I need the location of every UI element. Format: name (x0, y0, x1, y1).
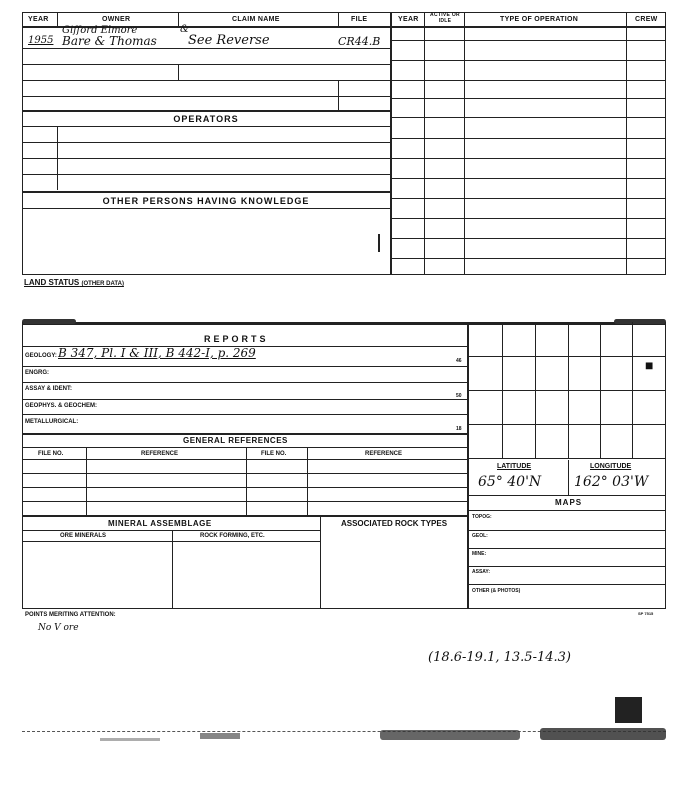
margin-number: 46 (456, 358, 462, 364)
latitude-value: 65° 40'N (478, 474, 542, 490)
corner-mark: ■ (645, 357, 654, 373)
rule (22, 608, 666, 609)
rule (22, 541, 320, 542)
rule (22, 64, 390, 65)
assay-label: ASSAY & IDENT: (25, 386, 73, 392)
metallurgical-label: METALLURGICAL: (25, 419, 79, 425)
maps-geol: GEOL: (472, 533, 488, 539)
maps-assay: ASSAY: (472, 569, 491, 575)
rule (22, 126, 390, 127)
rule (22, 487, 467, 488)
rule (22, 501, 467, 502)
rule (86, 447, 87, 515)
reports-title: REPORTS (204, 334, 269, 344)
rule (665, 322, 666, 608)
rule (22, 191, 390, 193)
rule (22, 530, 320, 531)
maps-other: OTHER (& PHOTOS) (472, 588, 521, 594)
scan-smudge (100, 738, 160, 741)
rule (338, 12, 339, 26)
rule (391, 60, 665, 61)
header-owner: OWNER (102, 16, 131, 23)
rule (22, 473, 467, 474)
rule (22, 274, 666, 275)
other-persons-label: OTHER PERSONS HAVING KNOWLEDGE (102, 196, 310, 206)
rule (57, 12, 58, 26)
geophys-label: GEOPHYS. & GEOCHEM: (25, 403, 98, 409)
entry-year: 1955 (28, 35, 54, 46)
owner-mark: & (180, 24, 189, 35)
rule (22, 414, 467, 415)
gr-header-reference: REFERENCE (141, 451, 179, 457)
rule (391, 238, 665, 239)
rule (378, 234, 380, 252)
header-active-or-idle: ACTIVE OR IDLE (430, 12, 460, 24)
land-status-bold: LAND STATUS (24, 278, 80, 287)
header-crew: CREW (635, 16, 658, 23)
scan-smudge (200, 733, 240, 739)
associated-rock-types-label: ASSOCIATED ROCK TYPES (340, 519, 448, 528)
rule (172, 530, 173, 608)
maps-topog: TOPOG: (472, 514, 492, 520)
rule (391, 40, 665, 41)
header-type-of-operation: TYPE OF OPERATION (500, 16, 579, 23)
rule (22, 447, 467, 448)
rule (468, 390, 665, 391)
rule (391, 98, 665, 99)
margin-number: 18 (456, 426, 462, 432)
rule (464, 12, 465, 275)
rule (390, 12, 392, 275)
rule (22, 208, 390, 209)
gr-header-file-no-2: FILE NO. (261, 451, 287, 457)
rule (391, 138, 665, 139)
rule (391, 178, 665, 179)
rule (22, 12, 23, 275)
scan-smudge (380, 730, 520, 740)
rule (391, 80, 665, 81)
coordinates-note: (18.6-19.1, 13.5-14.3) (428, 650, 571, 665)
form-code: SP 7515 (638, 611, 654, 616)
rule (57, 126, 58, 190)
rule (22, 399, 467, 400)
rule (22, 366, 467, 367)
geology-label: GEOLOGY: (25, 353, 57, 359)
rule (22, 515, 467, 517)
rule (468, 530, 665, 531)
rule (468, 584, 665, 585)
general-references-title: GENERAL REFERENCES (183, 436, 288, 445)
rule (246, 447, 247, 515)
rule (22, 110, 390, 112)
rule (22, 322, 23, 608)
owner-line1: Gifford Elmore (62, 25, 138, 36)
maps-mine: MINE: (472, 551, 487, 557)
rule (391, 218, 665, 219)
scan-smudge (614, 319, 666, 324)
rule (391, 258, 665, 259)
engrg-label: ENGRG: (25, 370, 49, 376)
operators-label: OPERATORS (173, 114, 239, 124)
rule (22, 382, 467, 383)
header-file: FILE (351, 16, 368, 23)
rule (178, 64, 179, 80)
land-status-label (24, 278, 124, 287)
owner-line2: Bare & Thomas (62, 34, 157, 48)
file-value: CR44.B (338, 35, 381, 48)
rule (626, 12, 627, 275)
rule (391, 198, 665, 199)
points-label: POINTS MERITING ATTENTION: (25, 612, 116, 618)
geology-value: B 347, Pl. I & III, B 442-I, p. 269 (58, 346, 256, 360)
rule (468, 424, 665, 425)
rule (22, 433, 467, 435)
scan-block (615, 697, 642, 723)
rule (468, 356, 665, 357)
rule (320, 515, 321, 608)
rule (22, 158, 390, 159)
rule (338, 80, 339, 110)
header-year: YEAR (28, 16, 49, 23)
rule (22, 174, 390, 175)
rule (391, 158, 665, 159)
gr-header-reference-2: REFERENCE (365, 451, 403, 457)
maps-label: MAPS (555, 498, 583, 507)
rule (665, 12, 666, 275)
rule (22, 459, 467, 460)
rule (424, 12, 425, 275)
rule (468, 495, 665, 496)
rule (22, 48, 390, 49)
rule (22, 80, 390, 81)
rule (307, 447, 308, 515)
rule (391, 117, 665, 118)
rule (22, 12, 666, 13)
rule (22, 322, 666, 325)
latitude-label: LATITUDE (497, 463, 532, 470)
scan-smudge (540, 728, 666, 740)
longitude-value: 162° 03'W (574, 474, 649, 490)
header-year-right: YEAR (398, 16, 419, 23)
land-status-small: (OTHER DATA) (81, 281, 124, 287)
longitude-label: LONGITUDE (590, 463, 632, 470)
points-value: No V ore (38, 623, 79, 633)
rule (22, 142, 390, 143)
scan-smudge (22, 319, 76, 324)
header-claim-name: CLAIM NAME (232, 16, 280, 23)
rule (468, 566, 665, 567)
ore-minerals-label: ORE MINERALS (60, 533, 107, 539)
rule (468, 510, 665, 511)
rock-forming-label: ROCK FORMING, ETC. (200, 533, 265, 539)
rule (468, 548, 665, 549)
claim-name-value: See Reverse (188, 33, 270, 48)
mineral-assemblage-title: MINERAL ASSEMBLAGE (108, 519, 212, 528)
margin-number: 50 (456, 393, 462, 399)
gr-header-file-no: FILE NO. (38, 451, 64, 457)
rule (568, 460, 569, 496)
rule (468, 458, 665, 459)
rule (22, 96, 390, 97)
rule (178, 12, 179, 26)
